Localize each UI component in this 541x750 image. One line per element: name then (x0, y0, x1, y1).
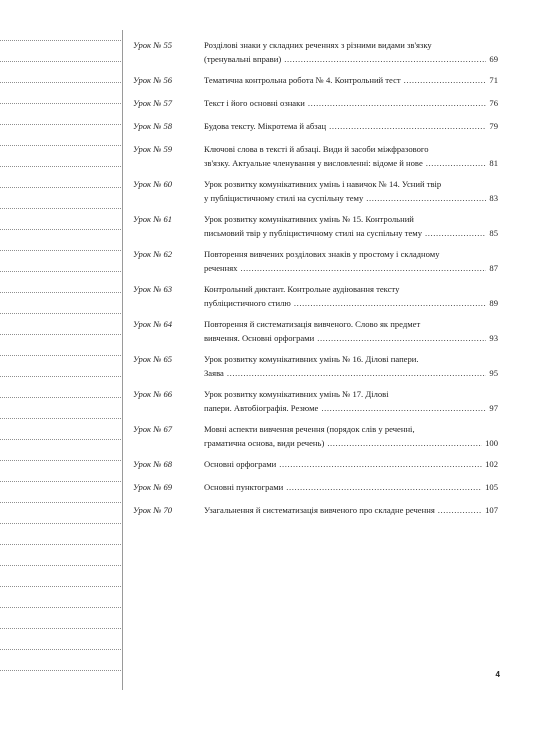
title-line (204, 480, 498, 494)
title-text: Урок розвитку комунікативних умінь і навичок № 14. Усний твір (204, 179, 442, 189)
note-line (0, 250, 121, 251)
page-ref: 102 (485, 459, 498, 469)
title-line (204, 247, 498, 261)
toc-entry (133, 38, 498, 66)
note-line (0, 334, 121, 335)
note-line (0, 376, 121, 377)
title-text: зв'язку. Актуальне членування у висловленні: відоме й нове (204, 158, 423, 168)
lesson-number: Урок № 59 (133, 144, 173, 154)
title-text: Основні орфограми (204, 459, 277, 469)
note-line (0, 208, 121, 209)
toc-entry (133, 119, 498, 133)
title-line (204, 387, 498, 401)
dot-leader (284, 52, 486, 66)
toc-entry (133, 73, 498, 87)
lesson-title (204, 177, 498, 205)
dot-leader (279, 457, 482, 471)
dot-leader (404, 73, 487, 87)
page-ref: 107 (485, 505, 498, 515)
lesson-number: Урок № 64 (133, 319, 173, 329)
title-line (204, 119, 498, 133)
title-text: папери. Автобіографія. Резюме (204, 403, 319, 413)
title-text: Повторення й систематизація вивченого. Слово як предмет (204, 319, 421, 329)
note-line (0, 103, 121, 104)
page-ref: 93 (489, 333, 498, 343)
lesson-title (204, 352, 498, 380)
title-text: публіцистичного стилю (204, 298, 291, 308)
title-line (204, 226, 498, 240)
title-line (204, 457, 498, 471)
title-line (204, 191, 498, 205)
note-line (0, 607, 121, 608)
title-text: Контрольний диктант. Контрольне аудіювання тексту (204, 284, 400, 294)
dot-leader (308, 96, 487, 110)
title-text: (тренувальні вправи) (204, 54, 282, 64)
title-line (204, 96, 498, 110)
title-line (204, 177, 498, 191)
title-text: Заява (204, 368, 224, 378)
title-line (204, 503, 498, 517)
page-ref: 87 (489, 263, 498, 273)
lesson-title (204, 212, 498, 240)
title-text: Повторення вивчених розділових знаків у простому і складному (204, 249, 440, 259)
dot-leader (329, 119, 486, 133)
title-text: Ключові слова в тексті й абзаці. Види й засоби міжфразового (204, 144, 429, 154)
title-line (204, 401, 498, 415)
lesson-number: Урок № 56 (133, 75, 173, 85)
toc-entry (133, 177, 498, 205)
lesson-title (204, 503, 498, 517)
page-ref: 76 (489, 98, 498, 108)
note-line (0, 166, 121, 167)
title-text: у публіцистичному стилі на суспільну тему (204, 193, 364, 203)
dot-leader (327, 436, 482, 450)
toc-entry (133, 503, 498, 517)
toc-entry (133, 212, 498, 240)
page-ref: 89 (489, 298, 498, 308)
dot-leader (425, 226, 486, 240)
note-line (0, 61, 121, 62)
title-text: Урок розвитку комунікативних умінь № 17. Ділові (204, 389, 389, 399)
lesson-number: Урок № 58 (133, 121, 173, 131)
lesson-title (204, 457, 498, 471)
toc-entry (133, 457, 498, 471)
note-line (0, 355, 121, 356)
toc-entry (133, 352, 498, 380)
note-line (0, 313, 121, 314)
title-text: Узагальнення й систематизація вивченого про складне речення (204, 505, 435, 515)
note-line (0, 502, 121, 503)
title-text: вивчення. Основні орфограми (204, 333, 315, 343)
lesson-number: Урок № 62 (133, 249, 173, 259)
toc-entry (133, 282, 498, 310)
page-ref: 81 (489, 158, 498, 168)
page-ref: 85 (489, 228, 498, 238)
lesson-title (204, 119, 498, 133)
title-text: письмовий твір у публіцистичному стилі на суспільну тему (204, 228, 422, 238)
page-ref: 79 (489, 121, 498, 131)
title-text: граматична основа, види речень) (204, 438, 325, 448)
note-line (0, 670, 121, 671)
title-text: реченнях (204, 263, 238, 273)
page-ref: 97 (489, 403, 498, 413)
note-line (0, 586, 121, 587)
page-ref: 95 (489, 368, 498, 378)
title-line (204, 331, 498, 345)
dot-leader (438, 503, 482, 517)
lesson-number: Урок № 65 (133, 354, 173, 364)
note-line (0, 271, 121, 272)
note-line (0, 187, 121, 188)
note-line (0, 628, 121, 629)
lesson-number: Урок № 66 (133, 389, 173, 399)
lesson-title (204, 73, 498, 87)
lesson-number: Урок № 68 (133, 459, 173, 469)
title-line (204, 317, 498, 331)
note-line (0, 418, 121, 419)
title-line (204, 282, 498, 296)
lesson-title (204, 422, 498, 450)
page-ref: 105 (485, 482, 498, 492)
title-line (204, 422, 498, 436)
toc-entry (133, 247, 498, 275)
note-line (0, 145, 121, 146)
lesson-title (204, 247, 498, 275)
title-text: Урок розвитку комунікативних умінь № 15. Контрольний (204, 214, 414, 224)
toc-entry (133, 480, 498, 494)
note-line (0, 124, 121, 125)
title-line (204, 296, 498, 310)
page-ref: 100 (485, 438, 498, 448)
page-number: 4 (495, 670, 500, 679)
toc-entry (133, 387, 498, 415)
title-line (204, 156, 498, 170)
note-line (0, 229, 121, 230)
title-line (204, 73, 498, 87)
note-line (0, 40, 121, 41)
dot-leader (227, 366, 487, 380)
title-text: Розділові знаки у складних реченнях з різними видами зв'язку (204, 40, 432, 50)
dot-leader (426, 156, 487, 170)
note-line (0, 82, 121, 83)
lesson-number: Урок № 57 (133, 98, 173, 108)
lesson-title (204, 38, 498, 66)
lesson-title (204, 480, 498, 494)
dot-leader (286, 480, 482, 494)
title-text: Будова тексту. Мікротема й абзац (204, 121, 327, 131)
notes-margin (0, 40, 121, 680)
note-line (0, 523, 121, 524)
toc-entry (133, 422, 498, 450)
note-line (0, 544, 121, 545)
dot-leader (317, 331, 486, 345)
title-text: Мовні аспекти вивчення речення (порядок слів у реченні, (204, 424, 415, 434)
lesson-title (204, 96, 498, 110)
lesson-number: Урок № 63 (133, 284, 173, 294)
title-line (204, 212, 498, 226)
margin-divider (122, 30, 123, 690)
note-line (0, 481, 121, 482)
note-line (0, 460, 121, 461)
lesson-number: Урок № 60 (133, 179, 173, 189)
lesson-number: Урок № 69 (133, 482, 173, 492)
title-line (204, 142, 498, 156)
toc-entry (133, 96, 498, 110)
title-line (204, 52, 498, 66)
lesson-title (204, 282, 498, 310)
note-line (0, 565, 121, 566)
title-text: Тематична контрольна робота № 4. Контрольний тест (204, 75, 401, 85)
note-line (0, 397, 121, 398)
title-text: Урок розвитку комунікативних умінь № 16. Ділові папери. (204, 354, 419, 364)
lesson-number: Урок № 55 (133, 40, 173, 50)
dot-leader (321, 401, 486, 415)
dot-leader (294, 296, 487, 310)
dot-leader (366, 191, 486, 205)
title-line (204, 38, 498, 52)
note-line (0, 649, 121, 650)
lesson-number: Урок № 61 (133, 214, 173, 224)
note-line (0, 292, 121, 293)
title-line (204, 261, 498, 275)
lesson-title (204, 387, 498, 415)
page-ref: 71 (489, 75, 498, 85)
dot-leader (240, 261, 486, 275)
title-line (204, 352, 498, 366)
note-line (0, 439, 121, 440)
lesson-number: Урок № 67 (133, 424, 173, 434)
lesson-title (204, 317, 498, 345)
page-ref: 69 (489, 54, 498, 64)
title-text: Текст і його основні ознаки (204, 98, 305, 108)
page-ref: 83 (489, 193, 498, 203)
lesson-title (204, 142, 498, 170)
title-line (204, 436, 498, 450)
toc-entry (133, 317, 498, 345)
title-line (204, 366, 498, 380)
toc-entry (133, 142, 498, 170)
title-text: Основні пунктограми (204, 482, 284, 492)
lesson-number: Урок № 70 (133, 505, 173, 515)
